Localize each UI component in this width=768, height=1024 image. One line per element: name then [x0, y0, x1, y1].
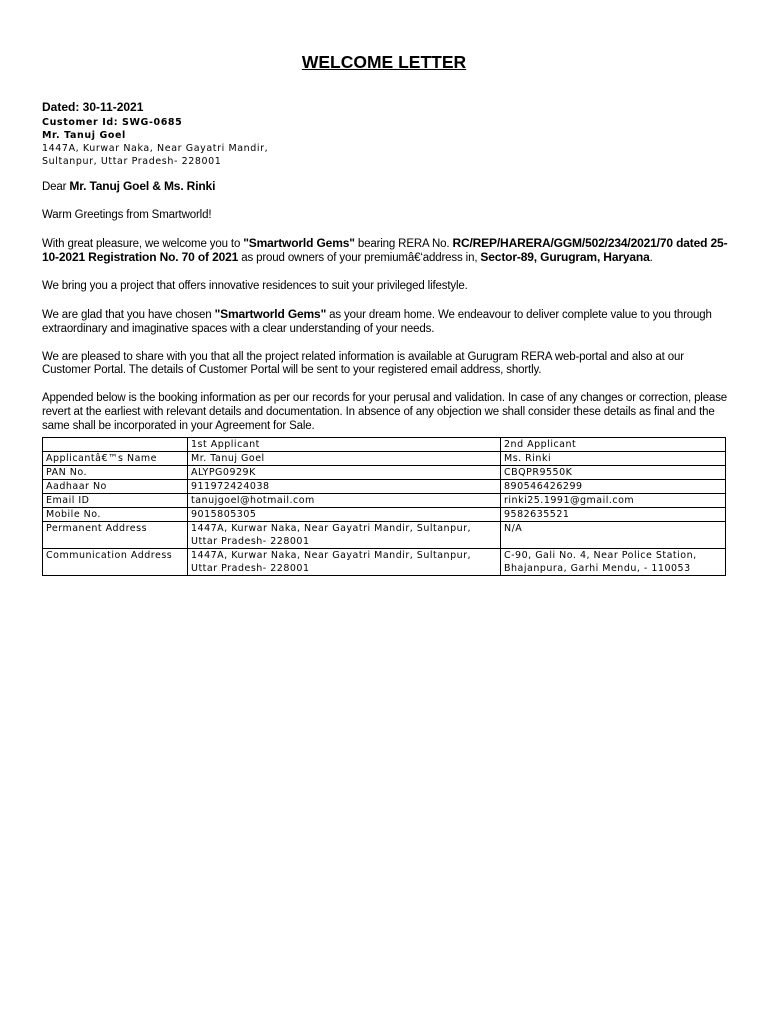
cell: N/A — [501, 522, 726, 549]
greeting: Warm Greetings from Smartworld! — [42, 208, 212, 221]
letter-title: WELCOME LETTER — [301, 52, 467, 72]
customer-id: Customer Id: SWG-0685 — [42, 117, 183, 128]
project-name: "Smartworld Gems" — [243, 235, 355, 250]
p1-text-a: With great pleasure, we welcome you to — [42, 237, 244, 250]
table-row — [43, 466, 726, 480]
row-label: Aadhaar No — [43, 480, 188, 494]
cell: 890546426299 — [501, 480, 726, 494]
table-row — [43, 508, 726, 522]
table-row — [43, 494, 726, 508]
letter-body — [42, 180, 732, 448]
cell: 9015805305 — [188, 508, 501, 522]
salutation-names: Mr. Tanuj Goel & Ms. Rinki — [69, 179, 216, 193]
paragraph-portal: We are pleased to share with you that all the project related information is available at Gurugram RERA web-portal and also at our Customer Portal. The details of Customer Portal will be sent to your registered email address, shortly. — [42, 350, 684, 377]
addressee-name: Mr. Tanuj Goel — [42, 130, 126, 141]
paragraph-dream-home — [42, 308, 732, 337]
cell: 9582635521 — [501, 508, 726, 522]
salutation — [42, 180, 732, 195]
project-name-2: "Smartworld Gems" — [214, 306, 327, 321]
row-label: Permanent Address — [43, 522, 188, 549]
address-line-1: 1447A, Kurwar Naka, Near Gayatri Mandir, — [42, 143, 269, 154]
address-line-2: Sultanpur, Uttar Pradesh- 228001 — [42, 156, 222, 167]
cell: Ms. Rinki — [501, 452, 726, 466]
p3-text-b: as your dream home. We endeavour to deliver complete value to you through extraordinary and imaginative spaces with a clear understanding of your needs. — [42, 308, 712, 335]
paragraph-booking: Appended below is the booking information as per our records for your perusal and validation. In case of any changes or correction, please revert at the earliest with relevant details and documentation. In absence of any objection we shall consider these details as final and the same shall be incorporated in your Agreement for Sale. — [42, 392, 728, 432]
letter-header — [42, 100, 268, 168]
header-cell: 2nd Applicant — [501, 438, 726, 452]
booking-info-table — [42, 437, 726, 576]
cell: C-90, Gali No. 4, Near Police Station, Bhajanpura, Garhi Mendu, - 110053 — [501, 549, 726, 576]
row-label: Applicantâ€™s Name — [43, 452, 188, 466]
row-label: PAN No. — [43, 466, 188, 480]
rera-number: RC/REP/HARERA/GGM/502/234/2021/70 dated 25-10-2021 Registration No. 70 of 2021 — [42, 235, 728, 265]
p3-text-a: We are glad that you have chosen — [42, 308, 215, 321]
cell: Mr. Tanuj Goel — [188, 452, 501, 466]
table-header-row — [43, 438, 726, 452]
cell: 911972424038 — [188, 480, 501, 494]
row-label: Communication Address — [43, 549, 188, 576]
header-cell — [43, 438, 188, 452]
cell: 1447A, Kurwar Naka, Near Gayatri Mandir, Sultanpur, Uttar Pradesh- 228001 — [188, 549, 501, 576]
paragraph-project: We bring you a project that offers innovative residences to suit your privileged lifestyle. — [42, 280, 468, 293]
p1-text-c: as proud owners of your premiumâ€‘address in, — [238, 252, 481, 265]
cell: CBQPR9550K — [501, 466, 726, 480]
p1-text-d: . — [649, 252, 653, 265]
letter-date: Dated: 30-11-2021 — [42, 100, 144, 114]
cell: 1447A, Kurwar Naka, Near Gayatri Mandir, Sultanpur, Uttar Pradesh- 228001 — [188, 522, 501, 549]
salutation-prefix: Dear — [42, 181, 70, 193]
project-location: Sector-89, Gurugram, Haryana — [480, 250, 650, 265]
row-label: Email ID — [43, 494, 188, 508]
p1-text-b: bearing RERA No. — [354, 237, 453, 250]
cell: tanujgoel@hotmail.com — [188, 494, 501, 508]
cell: ALYPG0929K — [188, 466, 501, 480]
paragraph-welcome — [42, 237, 732, 267]
cell: rinki25.1991@gmail.com — [501, 494, 726, 508]
table-row — [43, 452, 726, 466]
table-row — [43, 480, 726, 494]
table-row — [43, 549, 726, 576]
row-label: Mobile No. — [43, 508, 188, 522]
table-row — [43, 522, 726, 549]
header-cell: 1st Applicant — [188, 438, 501, 452]
